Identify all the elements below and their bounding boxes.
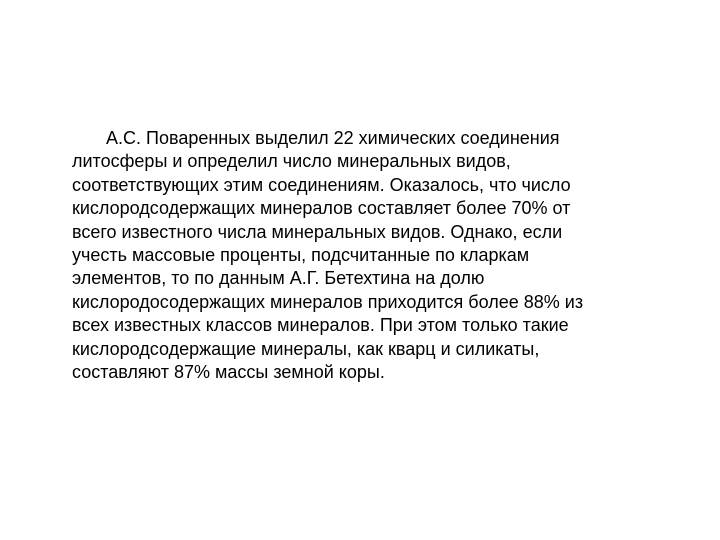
paragraph-line-5: всего известного числа минеральных видов. Однако, если: [72, 221, 563, 242]
paragraph: [72, 127, 672, 384]
paragraph-line-7: элементов, то по данным А.Г. Бетехтина на долю: [72, 268, 485, 289]
paragraph-line-1: А.С. Поваренных выделил 22 химических соединения: [106, 128, 560, 148]
paragraph-line-9: всех известных классов минералов. При этом только такие: [72, 315, 569, 336]
paragraph-line-6: учесть массовые проценты, подсчитанные по кларкам: [72, 245, 530, 266]
paragraph-line-8: кислородосодержащих минералов приходится более 88% из: [72, 291, 584, 312]
paragraph-line-10: кислородсодержащие минералы, как кварц и силикаты,: [72, 338, 540, 359]
paragraph-line-11: составляют 87% массы земной коры.: [72, 362, 385, 383]
paragraph-line-3: соответствующих этим соединениям. Оказалось, что число: [72, 174, 571, 195]
paragraph-line-2: литосферы и определил число минеральных видов,: [72, 151, 511, 172]
paragraph-line-4: кислородсодержащих минералов составляет более 70% от: [72, 198, 571, 219]
